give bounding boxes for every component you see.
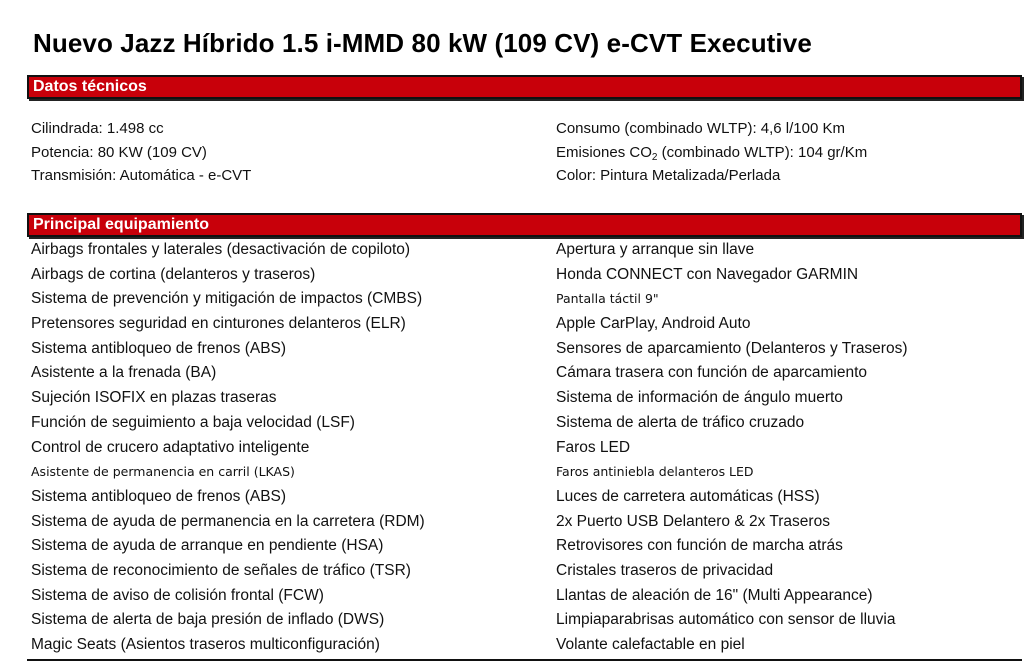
bottom-divider (27, 659, 1022, 661)
list-item: Faros antiniebla delanteros LED (556, 464, 754, 480)
list-item: Airbags frontales y laterales (desactivación de copiloto) (31, 241, 411, 258)
list-item: Pantalla táctil 9" (556, 291, 659, 307)
list-item: Asistente de permanencia en carril (LKAS) (31, 464, 295, 480)
list-item: Airbags de cortina (delanteros y traseros) (31, 265, 316, 283)
list-item: Control de crucero adaptativo inteligente (31, 438, 310, 456)
list-item: Sistema de prevención y mitigación de impactos (CMBS) (31, 290, 423, 308)
list-item: Sistema de información de ángulo muerto (556, 389, 843, 407)
equipment-list-left (31, 238, 425, 658)
tech-specs-left (31, 117, 251, 188)
list-item: Honda CONNECT con Navegador GARMIN (556, 265, 859, 283)
list-item: Sistema antibloqueo de frenos (ABS) (31, 487, 287, 505)
equipment-list-right (556, 238, 908, 658)
list-item: Sujeción ISOFIX en plazas traseras (31, 389, 277, 407)
spec-displacement: Cilindrada: 1.498 cc (31, 120, 164, 137)
spec-color: Color: Pintura Metalizada/Perlada (556, 167, 781, 184)
list-item: Sistema de alerta de tráfico cruzado (556, 413, 805, 431)
spec-consumption: Consumo (combinado WLTP): 4,6 l/100 Km (556, 120, 846, 137)
list-item: Sistema de ayuda de permanencia en la carretera (RDM) (31, 512, 425, 530)
list-item: Pretensores seguridad en cinturones delanteros (ELR) (31, 315, 406, 333)
list-item: Función de seguimiento a baja velocidad (LSF) (31, 413, 355, 431)
list-item: Asistente a la frenada (BA) (31, 364, 217, 382)
spec-power: Potencia: 80 KW (109 CV) (31, 143, 207, 161)
spec-transmission: Transmisión: Automática - e-CVT (31, 167, 252, 184)
section-header-principal-equipamiento (27, 213, 1022, 237)
tech-specs-right (556, 117, 867, 188)
list-item: Sistema antibloqueo de frenos (ABS) (31, 339, 287, 357)
list-item: Sistema de ayuda de arranque en pendiente (HSA) (31, 537, 384, 555)
list-item: Apertura y arranque sin llave (556, 241, 755, 258)
list-item: Cristales traseros de privacidad (556, 561, 774, 579)
list-item: Retrovisores con función de marcha atrás (556, 537, 843, 555)
list-item: Limpiaparabrisas automático con sensor de lluvia (556, 611, 896, 629)
list-item: Sensores de aparcamiento (Delanteros y Traseros) (556, 339, 908, 357)
list-item: Llantas de aleación de 16" (Multi Appearance) (556, 586, 873, 604)
list-item: Sistema de alerta de baja presión de inflado (DWS) (31, 611, 385, 629)
emissions-value: (combinado WLTP): 104 gr/Km (657, 143, 868, 161)
emissions-label: Emisiones CO (556, 143, 652, 161)
list-item: Magic Seats (Asientos traseros multiconfiguración) (31, 636, 380, 653)
section-heading: Principal equipamiento (33, 216, 210, 233)
page-title: Nuevo Jazz Híbrido 1.5 i-MMD 80 kW (109 CV) e-CVT Executive (33, 28, 812, 58)
list-item: 2x Puerto USB Delantero & 2x Traseros (556, 512, 830, 530)
list-item: Apple CarPlay, Android Auto (556, 315, 751, 333)
list-item: Faros LED (556, 438, 631, 456)
co2-subscript: 2 (651, 151, 658, 163)
list-item: Volante calefactable en piel (556, 636, 745, 653)
section-header-datos-tecnicos (27, 75, 1022, 99)
list-item: Sistema de reconocimiento de señales de tráfico (TSR) (31, 561, 411, 579)
spec-emissions (556, 141, 867, 165)
list-item: Luces de carretera automáticas (HSS) (556, 487, 820, 505)
list-item: Sistema de aviso de colisión frontal (FCW) (31, 586, 324, 604)
section-heading: Datos técnicos (33, 78, 147, 95)
list-item: Cámara trasera con función de aparcamiento (556, 364, 868, 382)
